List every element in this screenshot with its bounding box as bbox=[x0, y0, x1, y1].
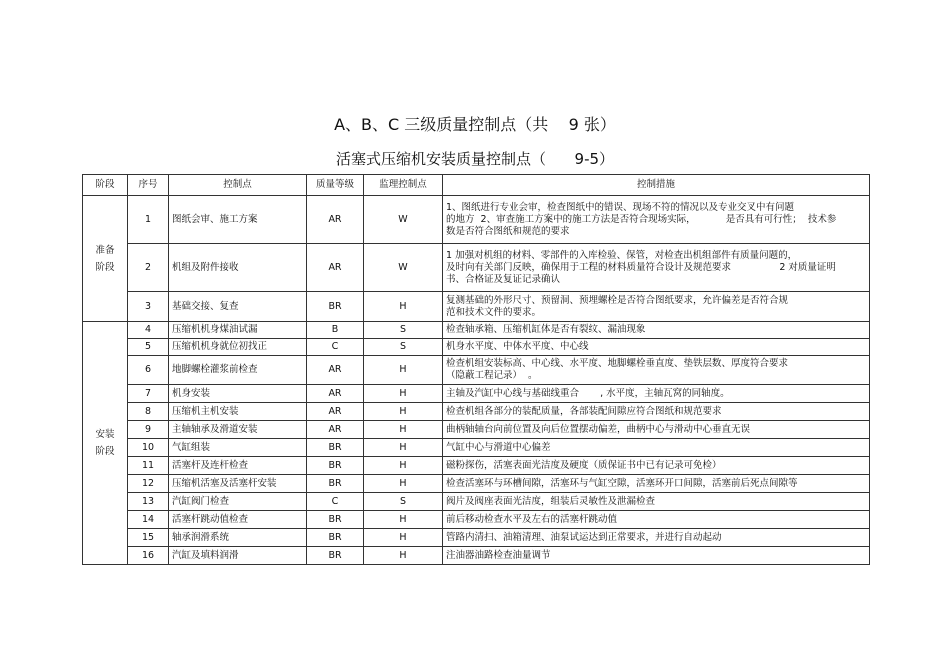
control-point-cell: 压缩机主机安装 bbox=[169, 403, 307, 421]
grade-cell: AR bbox=[307, 421, 364, 439]
header-seq: 序号 bbox=[128, 175, 169, 196]
supervision-cell: W bbox=[364, 244, 443, 292]
table-row bbox=[83, 322, 870, 339]
measure-cell: 管路内清扫、油箱清理、油泵试运达到正常要求，并进行自动起动 bbox=[443, 529, 870, 547]
table-header-row bbox=[83, 175, 870, 196]
table-row bbox=[83, 475, 870, 493]
grade-cell: AR bbox=[307, 385, 364, 403]
table-row bbox=[83, 457, 870, 475]
control-point-cell: 机组及附件接收 bbox=[169, 244, 307, 292]
seq-cell: 16 bbox=[128, 547, 169, 565]
control-point-cell: 地脚螺栓灌浆前检查 bbox=[169, 356, 307, 385]
table-row bbox=[83, 547, 870, 565]
measure-cell: 检查轴承箱、压缩机缸体是否有裂纹、漏油现象 bbox=[443, 322, 870, 339]
supervision-cell: H bbox=[364, 292, 443, 322]
supervision-cell: S bbox=[364, 322, 443, 339]
grade-cell: AR bbox=[307, 196, 364, 244]
seq-cell: 15 bbox=[128, 529, 169, 547]
grade-cell: C bbox=[307, 339, 364, 356]
seq-cell: 12 bbox=[128, 475, 169, 493]
seq-cell: 8 bbox=[128, 403, 169, 421]
header-supervision-point: 监理控制点 bbox=[364, 175, 443, 196]
grade-cell: BR bbox=[307, 439, 364, 457]
grade-cell: BR bbox=[307, 511, 364, 529]
measure-cell: 检查活塞环与环槽间隙，活塞环与气缸空隙，活塞环开口间隙，活塞前后死点间隙等 bbox=[443, 475, 870, 493]
control-point-cell: 图纸会审、施工方案 bbox=[169, 196, 307, 244]
table-row bbox=[83, 196, 870, 244]
measure-cell: 注油器油路检查油量调节 bbox=[443, 547, 870, 565]
supervision-cell: S bbox=[364, 339, 443, 356]
page-subtitle: 活塞式压缩机安装质量控制点（ 9-5） bbox=[335, 150, 615, 168]
measure-cell: 磁粉探伤，活塞表面光洁度及硬度（质保证书中已有记录可免检） bbox=[443, 457, 870, 475]
control-point-cell: 活塞杆及连杆检查 bbox=[169, 457, 307, 475]
header-quality-grade: 质量等级 bbox=[307, 175, 364, 196]
control-point-cell: 压缩机机身煤油试漏 bbox=[169, 322, 307, 339]
seq-cell: 5 bbox=[128, 339, 169, 356]
control-point-cell: 活塞杆跳动值检查 bbox=[169, 511, 307, 529]
supervision-cell: H bbox=[364, 457, 443, 475]
control-point-cell: 机身安装 bbox=[169, 385, 307, 403]
control-point-cell: 轴承润滑系统 bbox=[169, 529, 307, 547]
supervision-cell: H bbox=[364, 356, 443, 385]
measure-cell: 1 加强对机组的材料、零部件的入库检验、保管，对检查出机组部件有质量问题的， 及时向有关部门反映，确保用于工程的材料质量符合设计及规范要求 2 对质量证明 书、合格证及复证记录确认 bbox=[443, 244, 870, 292]
table-row bbox=[83, 403, 870, 421]
page-title: A、B、C 三级质量控制点（共 9 张） bbox=[334, 115, 616, 134]
seq-cell: 9 bbox=[128, 421, 169, 439]
seq-cell: 4 bbox=[128, 322, 169, 339]
measure-cell: 1、图纸进行专业会审，检查图纸中的错误、现场不符的情况以及专业交叉中有问题 的地方 2、审查施工方案中的施工方法是否符合现场实际， 是否具有可行性； 技术参 数是否符合图纸和规范的要求 bbox=[443, 196, 870, 244]
table-row bbox=[83, 244, 870, 292]
control-point-cell: 主轴轴承及滑道安装 bbox=[169, 421, 307, 439]
seq-cell: 10 bbox=[128, 439, 169, 457]
measure-cell: 阀片及阀座表面光洁度，组装后灵敏性及泄漏检查 bbox=[443, 493, 870, 511]
table-row bbox=[83, 421, 870, 439]
seq-cell: 2 bbox=[128, 244, 169, 292]
grade-cell: BR bbox=[307, 457, 364, 475]
stage-cell: 准备 阶段 bbox=[83, 196, 128, 322]
measure-cell: 前后移动检查水平及左右的活塞杆跳动值 bbox=[443, 511, 870, 529]
measure-cell: 气缸中心与滑道中心偏差 bbox=[443, 439, 870, 457]
seq-cell: 6 bbox=[128, 356, 169, 385]
seq-cell: 1 bbox=[128, 196, 169, 244]
supervision-cell: H bbox=[364, 475, 443, 493]
measure-cell: 检查机组安装标高、中心线、水平度、地脚螺栓垂直度、垫铁层数、厚度符合要求 （隐蔽工程记录） 。 bbox=[443, 356, 870, 385]
control-point-cell: 基础交接、复查 bbox=[169, 292, 307, 322]
supervision-cell: H bbox=[364, 547, 443, 565]
supervision-cell: H bbox=[364, 511, 443, 529]
supervision-cell: S bbox=[364, 493, 443, 511]
seq-cell: 14 bbox=[128, 511, 169, 529]
grade-cell: AR bbox=[307, 403, 364, 421]
measure-cell: 曲柄轴轴台向前位置及向后位置摆动偏差，曲柄中心与滑动中心垂直无误 bbox=[443, 421, 870, 439]
table-row bbox=[83, 511, 870, 529]
control-point-cell: 气缸组装 bbox=[169, 439, 307, 457]
seq-cell: 11 bbox=[128, 457, 169, 475]
table-row bbox=[83, 292, 870, 322]
grade-cell: AR bbox=[307, 356, 364, 385]
supervision-cell: H bbox=[364, 529, 443, 547]
grade-cell: BR bbox=[307, 529, 364, 547]
control-point-cell: 汽缸阀门检查 bbox=[169, 493, 307, 511]
stage-cell: 安装 阶段 bbox=[83, 322, 128, 565]
seq-cell: 3 bbox=[128, 292, 169, 322]
supervision-cell: H bbox=[364, 403, 443, 421]
table-row bbox=[83, 356, 870, 385]
header-stage: 阶段 bbox=[83, 175, 128, 196]
supervision-cell: H bbox=[364, 439, 443, 457]
table-row bbox=[83, 385, 870, 403]
table-row bbox=[83, 439, 870, 457]
seq-cell: 13 bbox=[128, 493, 169, 511]
header-control-point: 控制点 bbox=[169, 175, 307, 196]
measure-cell: 机身水平度、中体水平度、中心线 bbox=[443, 339, 870, 356]
grade-cell: BR bbox=[307, 547, 364, 565]
measure-cell: 主轴及汽缸中心线与基础线重合 , 水平度，主轴瓦窝的同轴度。 bbox=[443, 385, 870, 403]
supervision-cell: H bbox=[364, 421, 443, 439]
supervision-cell: W bbox=[364, 196, 443, 244]
seq-cell: 7 bbox=[128, 385, 169, 403]
quality-control-table bbox=[82, 174, 870, 565]
table-row bbox=[83, 339, 870, 356]
grade-cell: AR bbox=[307, 244, 364, 292]
grade-cell: B bbox=[307, 322, 364, 339]
grade-cell: BR bbox=[307, 292, 364, 322]
control-point-cell: 汽缸及填料润滑 bbox=[169, 547, 307, 565]
control-point-cell: 压缩机活塞及活塞杆安装 bbox=[169, 475, 307, 493]
header-control-measures: 控制措施 bbox=[443, 175, 870, 196]
table-row bbox=[83, 493, 870, 511]
supervision-cell: H bbox=[364, 385, 443, 403]
grade-cell: C bbox=[307, 493, 364, 511]
control-point-cell: 压缩机机身就位初找正 bbox=[169, 339, 307, 356]
grade-cell: BR bbox=[307, 475, 364, 493]
measure-cell: 检查机组各部分的装配质量，各部装配间隙应符合图纸和规范要求 bbox=[443, 403, 870, 421]
measure-cell: 复测基础的外形尺寸、预留洞、预埋螺栓是否符合图纸要求，允许偏差是否符合规 范和技术文件的要求。 bbox=[443, 292, 870, 322]
table-row bbox=[83, 529, 870, 547]
